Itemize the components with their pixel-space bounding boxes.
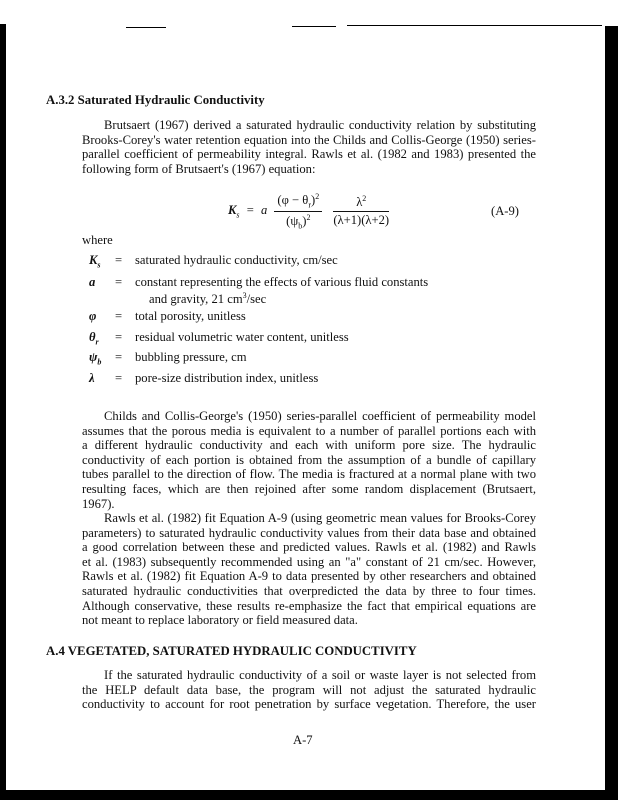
paragraph-childs bbox=[82, 409, 536, 511]
paragraph-vegetated bbox=[82, 668, 536, 712]
definition-phi bbox=[89, 309, 246, 323]
def-eq: = bbox=[115, 350, 123, 364]
eq-equals: = bbox=[246, 203, 254, 218]
eq-part: ) bbox=[302, 213, 307, 228]
text-line: the HELP default data base, the program will not adjust the saturated hydraulic bbox=[82, 682, 536, 697]
eq-coef: a bbox=[260, 203, 268, 218]
text-line: Rawls et al. (1982) fit Equation A-9 (using geometric mean values for Brooks-Corey bbox=[104, 511, 536, 525]
text-line: a different hydraulic conductivity and each with uniform pore size. The hydraulic bbox=[82, 438, 536, 453]
text-line: a good correlation between these and predicted values. Rawls et al. (1982) and Rawls bbox=[82, 540, 536, 555]
top-rule bbox=[292, 26, 336, 27]
scan-border-left bbox=[0, 24, 6, 800]
fraction-lambda bbox=[333, 194, 389, 228]
def-sub: b bbox=[97, 357, 102, 367]
scan-border-right bbox=[605, 26, 618, 800]
def-symbol: ψ bbox=[89, 350, 98, 364]
text-line: Rawls et al. (1982) fit Equation A-9 to data presented by other researchers and obtained bbox=[82, 569, 536, 584]
paragraph-brutsaert bbox=[82, 118, 536, 176]
def-text: total porosity, unitless bbox=[135, 309, 246, 323]
def-text: /sec bbox=[246, 292, 267, 307]
def-text: residual volumetric water content, unitless bbox=[135, 330, 349, 344]
scan-border-bottom bbox=[0, 790, 618, 800]
text-line: not meant to replace laboratory or field measured data. bbox=[82, 613, 358, 628]
eq-sub: s bbox=[236, 210, 240, 220]
section-heading-a32: A.3.2 Saturated Hydraulic Conductivity bbox=[46, 93, 265, 107]
def-symbol: K bbox=[89, 253, 98, 267]
text-line: 1967). bbox=[82, 496, 115, 511]
def-text: constant representing the effects of various fluid constants bbox=[135, 275, 429, 289]
definition-lambda bbox=[89, 371, 318, 385]
eq-part: λ bbox=[356, 195, 363, 210]
text-line: following form of Brutsaert's (1967) equation: bbox=[82, 161, 316, 176]
where-label: where bbox=[82, 233, 113, 247]
text-line: Brutsaert (1967) derived a saturated hydraulic conductivity relation by substituting bbox=[104, 118, 536, 132]
def-eq: = bbox=[115, 371, 123, 385]
eq-part: 2 bbox=[306, 212, 311, 222]
text-line: Brooks-Corey's water retention equation into the Childs and Collis-George (1950) series- bbox=[82, 132, 536, 147]
text-line: conductivity to account for root penetration by surface vegetation. Therefore, the user bbox=[82, 697, 536, 712]
def-text: pore-size distribution index, unitless bbox=[135, 371, 319, 385]
def-text: and gravity, 21 cm bbox=[149, 292, 243, 307]
eq-part: 2 bbox=[315, 192, 320, 201]
definition-ks bbox=[89, 253, 338, 273]
eq-part: (φ − θ bbox=[277, 193, 309, 208]
fraction-porosity bbox=[274, 192, 322, 230]
def-text: bubbling pressure, cm bbox=[135, 350, 247, 364]
def-sub: s bbox=[97, 260, 101, 270]
definition-a bbox=[89, 275, 428, 306]
def-eq: = bbox=[115, 275, 123, 289]
top-rule bbox=[126, 27, 166, 28]
def-symbol: θ bbox=[89, 330, 96, 344]
paragraph-rawls bbox=[82, 511, 536, 628]
def-sup: 3 bbox=[242, 291, 247, 300]
top-rule bbox=[347, 25, 602, 26]
text-line: If the saturated hydraulic conductivity of a soil or waste layer is not selected from bbox=[104, 668, 536, 682]
definition-psi-b bbox=[89, 350, 247, 370]
def-sub: r bbox=[95, 337, 99, 347]
text-line: parallel coefficient of permeability integral. Rawls et al. (1982 and 1983) presented the bbox=[82, 147, 536, 162]
def-text: saturated hydraulic conductivity, cm/sec bbox=[135, 253, 338, 267]
definition-theta-r bbox=[89, 330, 349, 350]
equation-label: (A-9) bbox=[491, 204, 519, 218]
eq-part: (ψ bbox=[286, 213, 299, 228]
eq-part: b bbox=[298, 221, 303, 231]
equation-a9 bbox=[228, 192, 393, 230]
eq-part: 2 bbox=[362, 194, 367, 204]
eq-part: ) bbox=[310, 193, 316, 208]
text-line: resulting faces, which are then rejoined after some random displacement (Brutsaert, bbox=[82, 481, 536, 496]
text-line: saturated hydraulic conductivities that overpredicted the data by three to four times. bbox=[82, 583, 536, 598]
def-symbol: φ bbox=[89, 309, 97, 323]
text-line: assumes that the porous media is equivalent to a number of parallel portions each with bbox=[82, 423, 536, 438]
section-heading-a4: A.4 VEGETATED, SATURATED HYDRAULIC CONDUCTIVITY bbox=[46, 644, 417, 658]
page-number: A-7 bbox=[293, 733, 313, 747]
text-line: Childs and Collis-George's (1950) series-parallel coefficient of permeability model bbox=[104, 409, 536, 423]
def-symbol: λ bbox=[89, 371, 95, 385]
def-symbol: a bbox=[89, 275, 96, 289]
text-line: Although conservative, these results re-emphasize the fact that empirical equations are bbox=[82, 598, 536, 613]
eq-ks: K bbox=[228, 203, 237, 218]
eq-part: r bbox=[308, 200, 311, 210]
text-line: tubes parallel to the direction of flow. The media is fractured at a normal plane with two bbox=[82, 467, 536, 482]
def-eq: = bbox=[115, 330, 123, 344]
eq-part: (λ+1)(λ+2) bbox=[333, 213, 390, 228]
def-eq: = bbox=[115, 309, 123, 323]
def-eq: = bbox=[115, 253, 123, 267]
text-line: parameters) to saturated hydraulic conductivity values from their data base and obtained bbox=[82, 525, 536, 540]
text-line: conductivity of each portion is obtained from the assumption of a bundle of capillary bbox=[82, 452, 536, 467]
text-line: et al. (1983) subsequently recommended using an "a" constant of 21 cm/sec. However, bbox=[82, 554, 536, 569]
